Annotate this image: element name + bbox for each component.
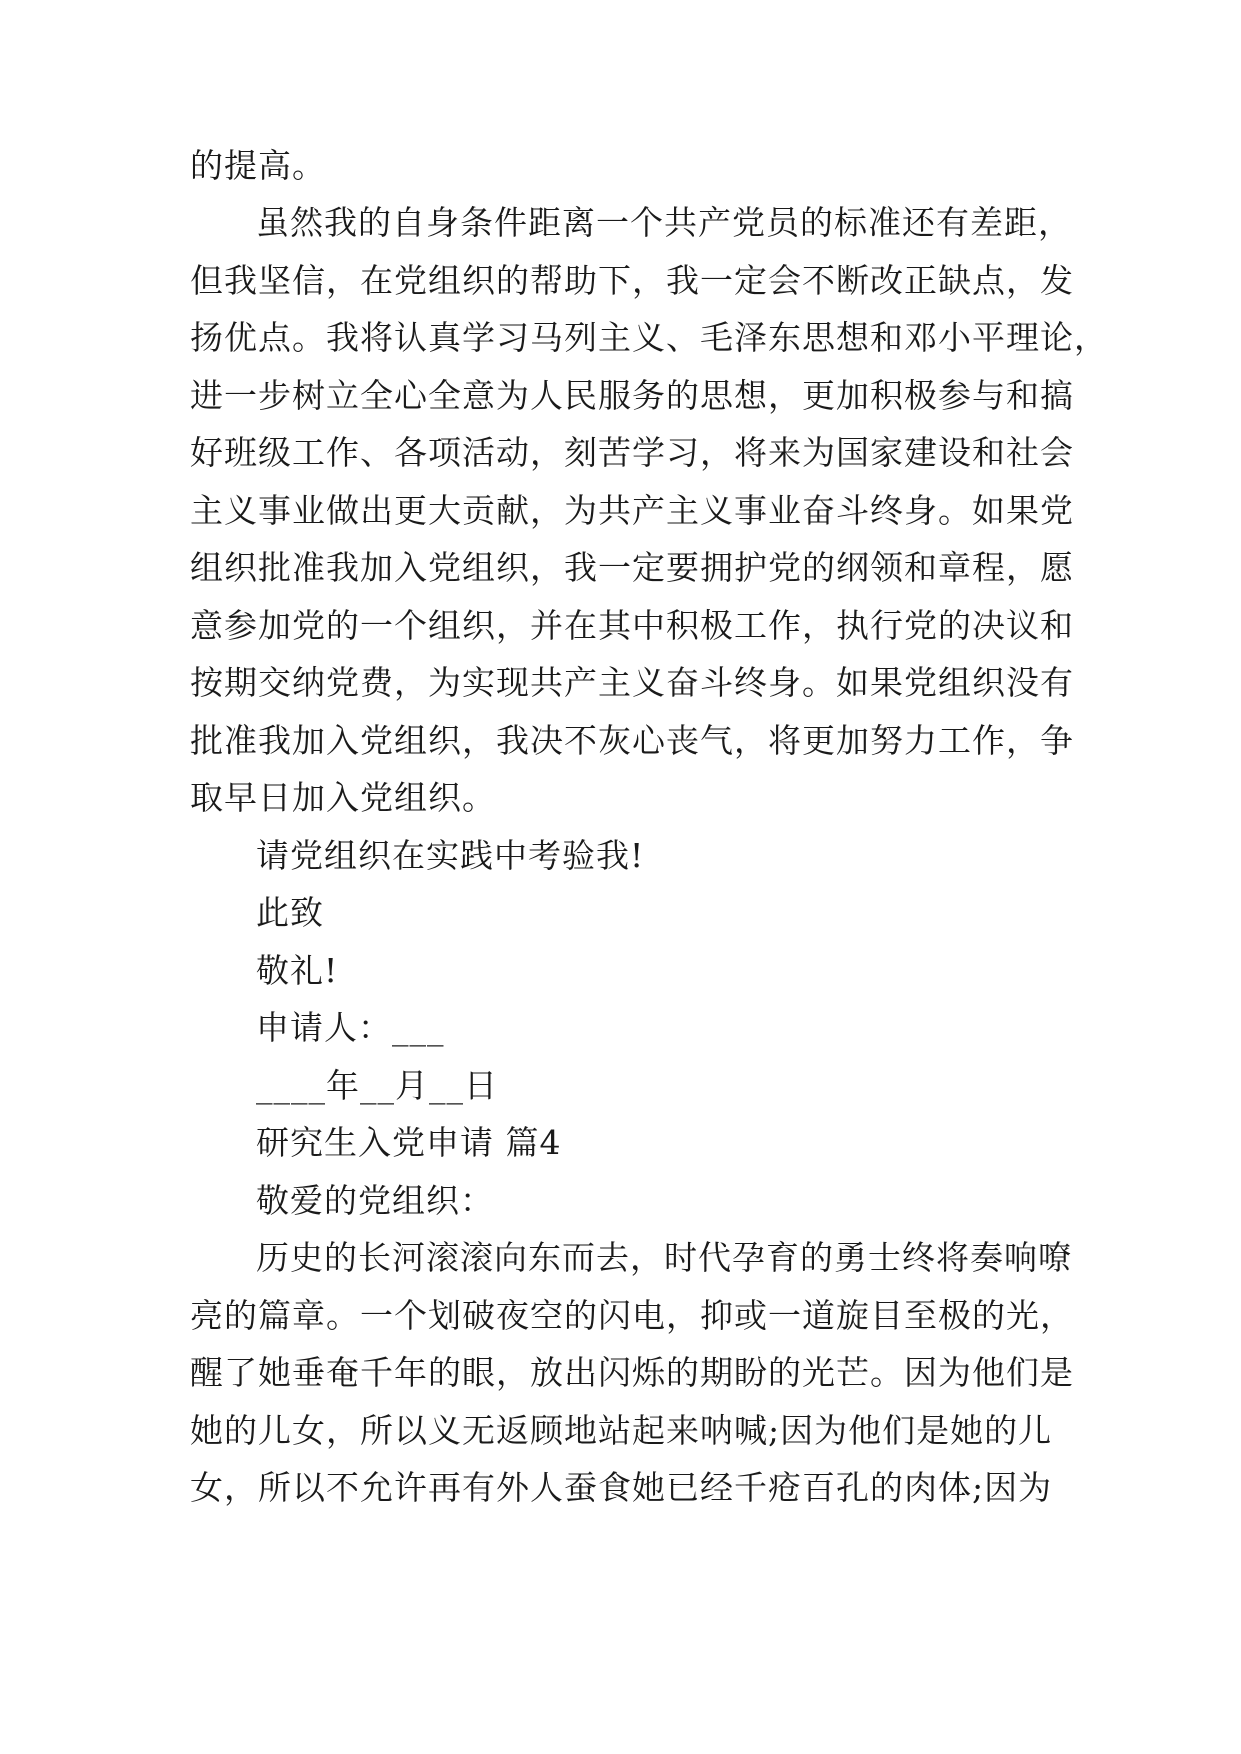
text-line: 进一步树立全心全意为人民服务的思想，更加积极参与和搞 bbox=[190, 376, 1074, 415]
text-line: 她的儿女，所以义无返顾地站起来呐喊;因为他们是她的儿 bbox=[190, 1411, 1053, 1450]
text-line: 意参加党的一个组织，并在其中积极工作，执行党的决议和 bbox=[190, 606, 1074, 645]
text-line: 女，所以不允许再有外人蚕食她已经千疮百孔的肉体;因为 bbox=[190, 1468, 1053, 1507]
text-line: 但我坚信，在党组织的帮助下，我一定会不断改正缺点，发 bbox=[190, 261, 1074, 300]
text-line: 醒了她垂奄千年的眼，放出闪烁的期盼的光芒。因为他们是 bbox=[190, 1353, 1074, 1392]
text-line: 组织批准我加入党组织，我一定要拥护党的纲领和章程，愿 bbox=[190, 548, 1074, 587]
text-line: 的提高。 bbox=[190, 146, 326, 185]
text-line: 亮的篇章。一个划破夜空的闪电，抑或一道旋目至极的光， bbox=[190, 1296, 1074, 1335]
text-line: 主义事业做出更大贡献，为共产主义事业奋斗终身。如果党 bbox=[190, 491, 1074, 530]
text-line: 扬优点。我将认真学习马列主义、毛泽东思想和邓小平理论， bbox=[190, 318, 1108, 357]
salutation-jingli: 敬礼! bbox=[256, 951, 339, 990]
text-line: 好班级工作、各项活动，刻苦学习，将来为国家建设和社会 bbox=[190, 433, 1074, 472]
paragraph-start-line: 虽然我的自身条件距离一个共产党员的标准还有差距， bbox=[256, 203, 1072, 242]
applicant-signature: 申请人：___ bbox=[256, 1008, 445, 1047]
closing-request: 请党组织在实践中考验我! bbox=[256, 836, 645, 875]
text-line: 取早日加入党组织。 bbox=[190, 778, 496, 817]
date-line: ____年__月__日 bbox=[256, 1066, 498, 1105]
section-heading: 研究生入党申请 篇4 bbox=[256, 1123, 562, 1162]
salutation-cizhi: 此致 bbox=[256, 893, 324, 932]
text-line: 按期交纳党费，为实现共产主义奋斗终身。如果党组织没有 bbox=[190, 663, 1074, 702]
paragraph-start-line: 历史的长河滚滚向东而去，时代孕育的勇士终将奏响嘹 bbox=[256, 1238, 1072, 1277]
greeting: 敬爱的党组织： bbox=[256, 1181, 494, 1220]
text-line: 批准我加入党组织，我决不灰心丧气，将更加努力工作，争 bbox=[190, 721, 1074, 760]
